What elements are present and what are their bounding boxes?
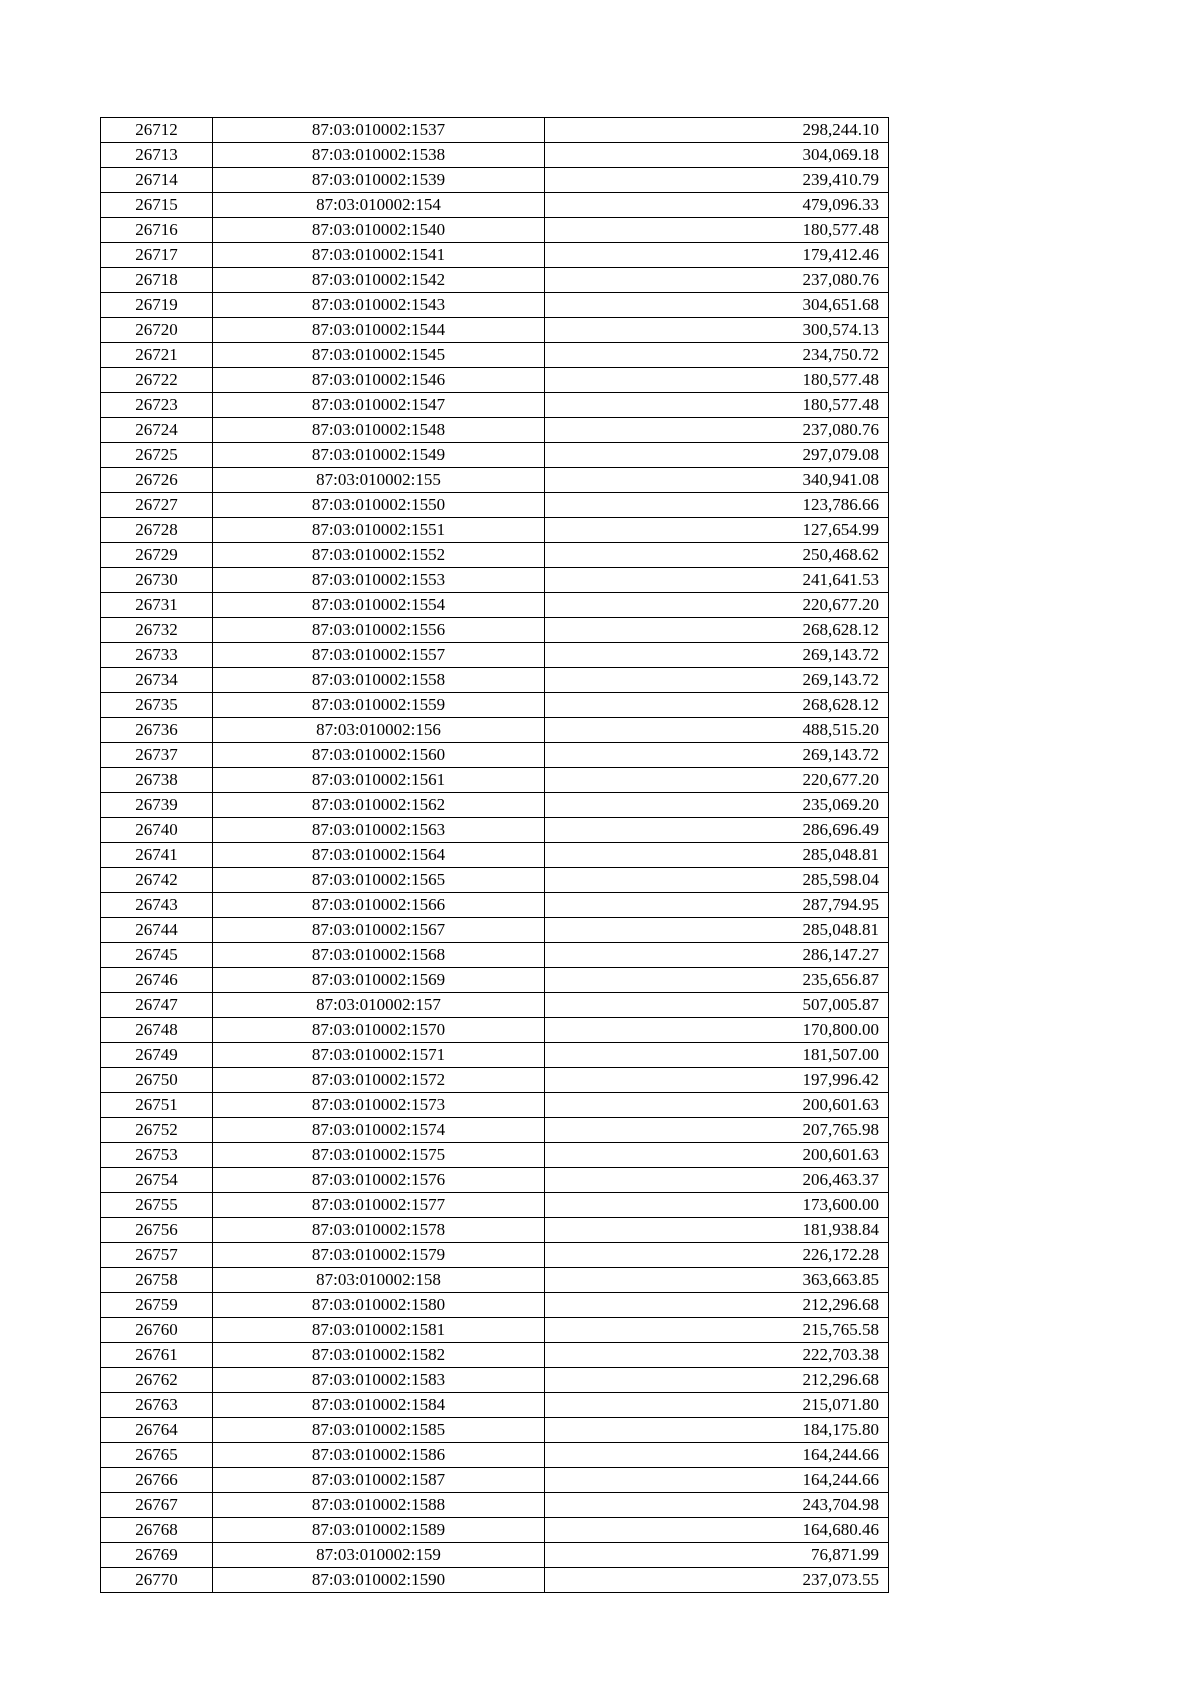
table-row bbox=[101, 843, 889, 868]
cadastral-number-cell: 87:03:010002:1557 bbox=[213, 643, 545, 668]
row-number-cell: 26735 bbox=[101, 693, 213, 718]
value-cell: 197,996.42 bbox=[545, 1068, 889, 1093]
row-number-cell: 26716 bbox=[101, 218, 213, 243]
row-number-cell: 26764 bbox=[101, 1418, 213, 1443]
table-row bbox=[101, 618, 889, 643]
value-cell: 181,507.00 bbox=[545, 1043, 889, 1068]
table-row bbox=[101, 1393, 889, 1418]
row-number-cell: 26754 bbox=[101, 1168, 213, 1193]
row-number-cell: 26724 bbox=[101, 418, 213, 443]
value-cell: 215,071.80 bbox=[545, 1393, 889, 1418]
row-number-cell: 26728 bbox=[101, 518, 213, 543]
table-row bbox=[101, 393, 889, 418]
cadastral-number-cell: 87:03:010002:1554 bbox=[213, 593, 545, 618]
cadastral-number-cell: 87:03:010002:1547 bbox=[213, 393, 545, 418]
row-number-cell: 26723 bbox=[101, 393, 213, 418]
value-cell: 207,765.98 bbox=[545, 1118, 889, 1143]
row-number-cell: 26737 bbox=[101, 743, 213, 768]
table-row bbox=[101, 143, 889, 168]
table-row bbox=[101, 1468, 889, 1493]
cadastral-number-cell: 87:03:010002:1581 bbox=[213, 1318, 545, 1343]
table-row bbox=[101, 218, 889, 243]
table-row bbox=[101, 868, 889, 893]
cadastral-number-cell: 87:03:010002:1566 bbox=[213, 893, 545, 918]
table-body bbox=[101, 118, 889, 1593]
value-cell: 212,296.68 bbox=[545, 1368, 889, 1393]
table-row bbox=[101, 468, 889, 493]
table-row bbox=[101, 368, 889, 393]
table-row bbox=[101, 568, 889, 593]
table-row bbox=[101, 593, 889, 618]
value-cell: 180,577.48 bbox=[545, 368, 889, 393]
value-cell: 285,048.81 bbox=[545, 918, 889, 943]
table-row bbox=[101, 818, 889, 843]
table-row bbox=[101, 493, 889, 518]
row-number-cell: 26761 bbox=[101, 1343, 213, 1368]
row-number-cell: 26767 bbox=[101, 1493, 213, 1518]
row-number-cell: 26720 bbox=[101, 318, 213, 343]
row-number-cell: 26759 bbox=[101, 1293, 213, 1318]
cadastral-number-cell: 87:03:010002:1570 bbox=[213, 1018, 545, 1043]
row-number-cell: 26745 bbox=[101, 943, 213, 968]
cadastral-number-cell: 87:03:010002:1548 bbox=[213, 418, 545, 443]
cadastral-number-cell: 87:03:010002:1567 bbox=[213, 918, 545, 943]
row-number-cell: 26751 bbox=[101, 1093, 213, 1118]
table-row bbox=[101, 1418, 889, 1443]
row-number-cell: 26768 bbox=[101, 1518, 213, 1543]
value-cell: 212,296.68 bbox=[545, 1293, 889, 1318]
cadastral-number-cell: 87:03:010002:1587 bbox=[213, 1468, 545, 1493]
row-number-cell: 26732 bbox=[101, 618, 213, 643]
value-cell: 164,244.66 bbox=[545, 1443, 889, 1468]
cadastral-number-cell: 87:03:010002:154 bbox=[213, 193, 545, 218]
cadastral-number-cell: 87:03:010002:1542 bbox=[213, 268, 545, 293]
row-number-cell: 26729 bbox=[101, 543, 213, 568]
row-number-cell: 26740 bbox=[101, 818, 213, 843]
value-cell: 507,005.87 bbox=[545, 993, 889, 1018]
row-number-cell: 26736 bbox=[101, 718, 213, 743]
data-table bbox=[100, 117, 889, 1593]
table-row bbox=[101, 1443, 889, 1468]
cadastral-number-cell: 87:03:010002:1543 bbox=[213, 293, 545, 318]
value-cell: 206,463.37 bbox=[545, 1168, 889, 1193]
cadastral-number-cell: 87:03:010002:1564 bbox=[213, 843, 545, 868]
row-number-cell: 26748 bbox=[101, 1018, 213, 1043]
row-number-cell: 26758 bbox=[101, 1268, 213, 1293]
row-number-cell: 26770 bbox=[101, 1568, 213, 1593]
table-row bbox=[101, 1518, 889, 1543]
row-number-cell: 26742 bbox=[101, 868, 213, 893]
row-number-cell: 26715 bbox=[101, 193, 213, 218]
value-cell: 180,577.48 bbox=[545, 218, 889, 243]
cadastral-number-cell: 87:03:010002:1537 bbox=[213, 118, 545, 143]
row-number-cell: 26717 bbox=[101, 243, 213, 268]
value-cell: 297,079.08 bbox=[545, 443, 889, 468]
value-cell: 220,677.20 bbox=[545, 593, 889, 618]
cadastral-number-cell: 87:03:010002:1585 bbox=[213, 1418, 545, 1443]
cadastral-number-cell: 87:03:010002:1556 bbox=[213, 618, 545, 643]
value-cell: 181,938.84 bbox=[545, 1218, 889, 1243]
row-number-cell: 26719 bbox=[101, 293, 213, 318]
cadastral-number-cell: 87:03:010002:1590 bbox=[213, 1568, 545, 1593]
table-row bbox=[101, 1018, 889, 1043]
row-number-cell: 26713 bbox=[101, 143, 213, 168]
cadastral-number-cell: 87:03:010002:1561 bbox=[213, 768, 545, 793]
table-row bbox=[101, 1143, 889, 1168]
row-number-cell: 26734 bbox=[101, 668, 213, 693]
cadastral-number-cell: 87:03:010002:1562 bbox=[213, 793, 545, 818]
table-row bbox=[101, 293, 889, 318]
value-cell: 180,577.48 bbox=[545, 393, 889, 418]
cadastral-number-cell: 87:03:010002:1544 bbox=[213, 318, 545, 343]
value-cell: 237,073.55 bbox=[545, 1568, 889, 1593]
cadastral-number-cell: 87:03:010002:1577 bbox=[213, 1193, 545, 1218]
cadastral-number-cell: 87:03:010002:1552 bbox=[213, 543, 545, 568]
cadastral-number-cell: 87:03:010002:1589 bbox=[213, 1518, 545, 1543]
value-cell: 76,871.99 bbox=[545, 1543, 889, 1568]
table-row bbox=[101, 1068, 889, 1093]
table-row bbox=[101, 918, 889, 943]
table-row bbox=[101, 318, 889, 343]
value-cell: 127,654.99 bbox=[545, 518, 889, 543]
cadastral-number-cell: 87:03:010002:1584 bbox=[213, 1393, 545, 1418]
value-cell: 200,601.63 bbox=[545, 1143, 889, 1168]
row-number-cell: 26747 bbox=[101, 993, 213, 1018]
table-row bbox=[101, 1493, 889, 1518]
cadastral-number-cell: 87:03:010002:1573 bbox=[213, 1093, 545, 1118]
cadastral-number-cell: 87:03:010002:1553 bbox=[213, 568, 545, 593]
row-number-cell: 26730 bbox=[101, 568, 213, 593]
table-row bbox=[101, 1168, 889, 1193]
table-row bbox=[101, 1193, 889, 1218]
value-cell: 304,069.18 bbox=[545, 143, 889, 168]
row-number-cell: 26712 bbox=[101, 118, 213, 143]
cadastral-number-cell: 87:03:010002:159 bbox=[213, 1543, 545, 1568]
table-row bbox=[101, 343, 889, 368]
table-row bbox=[101, 118, 889, 143]
row-number-cell: 26718 bbox=[101, 268, 213, 293]
value-cell: 250,468.62 bbox=[545, 543, 889, 568]
row-number-cell: 26762 bbox=[101, 1368, 213, 1393]
cadastral-number-cell: 87:03:010002:1576 bbox=[213, 1168, 545, 1193]
cadastral-number-cell: 87:03:010002:1578 bbox=[213, 1218, 545, 1243]
cadastral-number-cell: 87:03:010002:158 bbox=[213, 1268, 545, 1293]
cadastral-number-cell: 87:03:010002:1568 bbox=[213, 943, 545, 968]
table-row bbox=[101, 418, 889, 443]
row-number-cell: 26738 bbox=[101, 768, 213, 793]
value-cell: 220,677.20 bbox=[545, 768, 889, 793]
table-row bbox=[101, 1543, 889, 1568]
value-cell: 363,663.85 bbox=[545, 1268, 889, 1293]
cadastral-number-cell: 87:03:010002:1572 bbox=[213, 1068, 545, 1093]
value-cell: 286,147.27 bbox=[545, 943, 889, 968]
value-cell: 234,750.72 bbox=[545, 343, 889, 368]
cadastral-number-cell: 87:03:010002:156 bbox=[213, 718, 545, 743]
value-cell: 269,143.72 bbox=[545, 743, 889, 768]
cadastral-number-cell: 87:03:010002:1586 bbox=[213, 1443, 545, 1468]
value-cell: 286,696.49 bbox=[545, 818, 889, 843]
value-cell: 268,628.12 bbox=[545, 618, 889, 643]
row-number-cell: 26722 bbox=[101, 368, 213, 393]
cadastral-number-cell: 87:03:010002:1574 bbox=[213, 1118, 545, 1143]
table-row bbox=[101, 1293, 889, 1318]
table-row bbox=[101, 1243, 889, 1268]
value-cell: 340,941.08 bbox=[545, 468, 889, 493]
table-row bbox=[101, 793, 889, 818]
cadastral-number-cell: 87:03:010002:1569 bbox=[213, 968, 545, 993]
row-number-cell: 26714 bbox=[101, 168, 213, 193]
value-cell: 298,244.10 bbox=[545, 118, 889, 143]
value-cell: 215,765.58 bbox=[545, 1318, 889, 1343]
row-number-cell: 26752 bbox=[101, 1118, 213, 1143]
cadastral-number-cell: 87:03:010002:1560 bbox=[213, 743, 545, 768]
row-number-cell: 26755 bbox=[101, 1193, 213, 1218]
value-cell: 269,143.72 bbox=[545, 643, 889, 668]
table-row bbox=[101, 993, 889, 1018]
table-row bbox=[101, 1093, 889, 1118]
table-row bbox=[101, 518, 889, 543]
row-number-cell: 26744 bbox=[101, 918, 213, 943]
value-cell: 226,172.28 bbox=[545, 1243, 889, 1268]
row-number-cell: 26727 bbox=[101, 493, 213, 518]
cadastral-number-cell: 87:03:010002:1588 bbox=[213, 1493, 545, 1518]
value-cell: 479,096.33 bbox=[545, 193, 889, 218]
value-cell: 237,080.76 bbox=[545, 418, 889, 443]
cadastral-number-cell: 87:03:010002:1575 bbox=[213, 1143, 545, 1168]
table-row bbox=[101, 243, 889, 268]
table-row bbox=[101, 1368, 889, 1393]
cadastral-number-cell: 87:03:010002:1580 bbox=[213, 1293, 545, 1318]
row-number-cell: 26733 bbox=[101, 643, 213, 668]
cadastral-number-cell: 87:03:010002:1539 bbox=[213, 168, 545, 193]
row-number-cell: 26765 bbox=[101, 1443, 213, 1468]
value-cell: 235,069.20 bbox=[545, 793, 889, 818]
cadastral-number-cell: 87:03:010002:1545 bbox=[213, 343, 545, 368]
table-row bbox=[101, 443, 889, 468]
cadastral-number-cell: 87:03:010002:1579 bbox=[213, 1243, 545, 1268]
value-cell: 235,656.87 bbox=[545, 968, 889, 993]
cadastral-number-cell: 87:03:010002:1559 bbox=[213, 693, 545, 718]
value-cell: 170,800.00 bbox=[545, 1018, 889, 1043]
table-row bbox=[101, 1318, 889, 1343]
cadastral-number-cell: 87:03:010002:1550 bbox=[213, 493, 545, 518]
row-number-cell: 26763 bbox=[101, 1393, 213, 1418]
table-row bbox=[101, 768, 889, 793]
value-cell: 269,143.72 bbox=[545, 668, 889, 693]
value-cell: 241,641.53 bbox=[545, 568, 889, 593]
table-row bbox=[101, 1343, 889, 1368]
value-cell: 304,651.68 bbox=[545, 293, 889, 318]
table-row bbox=[101, 1218, 889, 1243]
table-row bbox=[101, 743, 889, 768]
cadastral-number-cell: 87:03:010002:1551 bbox=[213, 518, 545, 543]
row-number-cell: 26766 bbox=[101, 1468, 213, 1493]
cadastral-number-cell: 87:03:010002:157 bbox=[213, 993, 545, 1018]
row-number-cell: 26750 bbox=[101, 1068, 213, 1093]
value-cell: 488,515.20 bbox=[545, 718, 889, 743]
row-number-cell: 26739 bbox=[101, 793, 213, 818]
table-row bbox=[101, 718, 889, 743]
table-row bbox=[101, 1268, 889, 1293]
value-cell: 173,600.00 bbox=[545, 1193, 889, 1218]
table-row bbox=[101, 168, 889, 193]
table-row bbox=[101, 1043, 889, 1068]
cadastral-number-cell: 87:03:010002:1582 bbox=[213, 1343, 545, 1368]
cadastral-number-cell: 87:03:010002:1540 bbox=[213, 218, 545, 243]
value-cell: 243,704.98 bbox=[545, 1493, 889, 1518]
cadastral-number-cell: 87:03:010002:1565 bbox=[213, 868, 545, 893]
table-row bbox=[101, 943, 889, 968]
value-cell: 285,048.81 bbox=[545, 843, 889, 868]
table-row bbox=[101, 1118, 889, 1143]
value-cell: 285,598.04 bbox=[545, 868, 889, 893]
row-number-cell: 26743 bbox=[101, 893, 213, 918]
row-number-cell: 26726 bbox=[101, 468, 213, 493]
cadastral-number-cell: 87:03:010002:1563 bbox=[213, 818, 545, 843]
table-row bbox=[101, 668, 889, 693]
table-row bbox=[101, 1568, 889, 1593]
value-cell: 164,680.46 bbox=[545, 1518, 889, 1543]
value-cell: 268,628.12 bbox=[545, 693, 889, 718]
cadastral-number-cell: 87:03:010002:155 bbox=[213, 468, 545, 493]
cadastral-number-cell: 87:03:010002:1538 bbox=[213, 143, 545, 168]
row-number-cell: 26753 bbox=[101, 1143, 213, 1168]
row-number-cell: 26741 bbox=[101, 843, 213, 868]
value-cell: 123,786.66 bbox=[545, 493, 889, 518]
row-number-cell: 26725 bbox=[101, 443, 213, 468]
value-cell: 237,080.76 bbox=[545, 268, 889, 293]
value-cell: 287,794.95 bbox=[545, 893, 889, 918]
cadastral-number-cell: 87:03:010002:1546 bbox=[213, 368, 545, 393]
table-row bbox=[101, 693, 889, 718]
cadastral-number-cell: 87:03:010002:1571 bbox=[213, 1043, 545, 1068]
table-row bbox=[101, 893, 889, 918]
value-cell: 179,412.46 bbox=[545, 243, 889, 268]
table-row bbox=[101, 543, 889, 568]
row-number-cell: 26749 bbox=[101, 1043, 213, 1068]
row-number-cell: 26760 bbox=[101, 1318, 213, 1343]
value-cell: 300,574.13 bbox=[545, 318, 889, 343]
cadastral-number-cell: 87:03:010002:1541 bbox=[213, 243, 545, 268]
value-cell: 200,601.63 bbox=[545, 1093, 889, 1118]
row-number-cell: 26756 bbox=[101, 1218, 213, 1243]
row-number-cell: 26757 bbox=[101, 1243, 213, 1268]
table-row bbox=[101, 968, 889, 993]
value-cell: 164,244.66 bbox=[545, 1468, 889, 1493]
cadastral-number-cell: 87:03:010002:1558 bbox=[213, 668, 545, 693]
value-cell: 239,410.79 bbox=[545, 168, 889, 193]
table-row bbox=[101, 643, 889, 668]
row-number-cell: 26769 bbox=[101, 1543, 213, 1568]
row-number-cell: 26721 bbox=[101, 343, 213, 368]
table-row bbox=[101, 268, 889, 293]
value-cell: 222,703.38 bbox=[545, 1343, 889, 1368]
value-cell: 184,175.80 bbox=[545, 1418, 889, 1443]
row-number-cell: 26746 bbox=[101, 968, 213, 993]
table-row bbox=[101, 193, 889, 218]
row-number-cell: 26731 bbox=[101, 593, 213, 618]
cadastral-number-cell: 87:03:010002:1583 bbox=[213, 1368, 545, 1393]
cadastral-number-cell: 87:03:010002:1549 bbox=[213, 443, 545, 468]
